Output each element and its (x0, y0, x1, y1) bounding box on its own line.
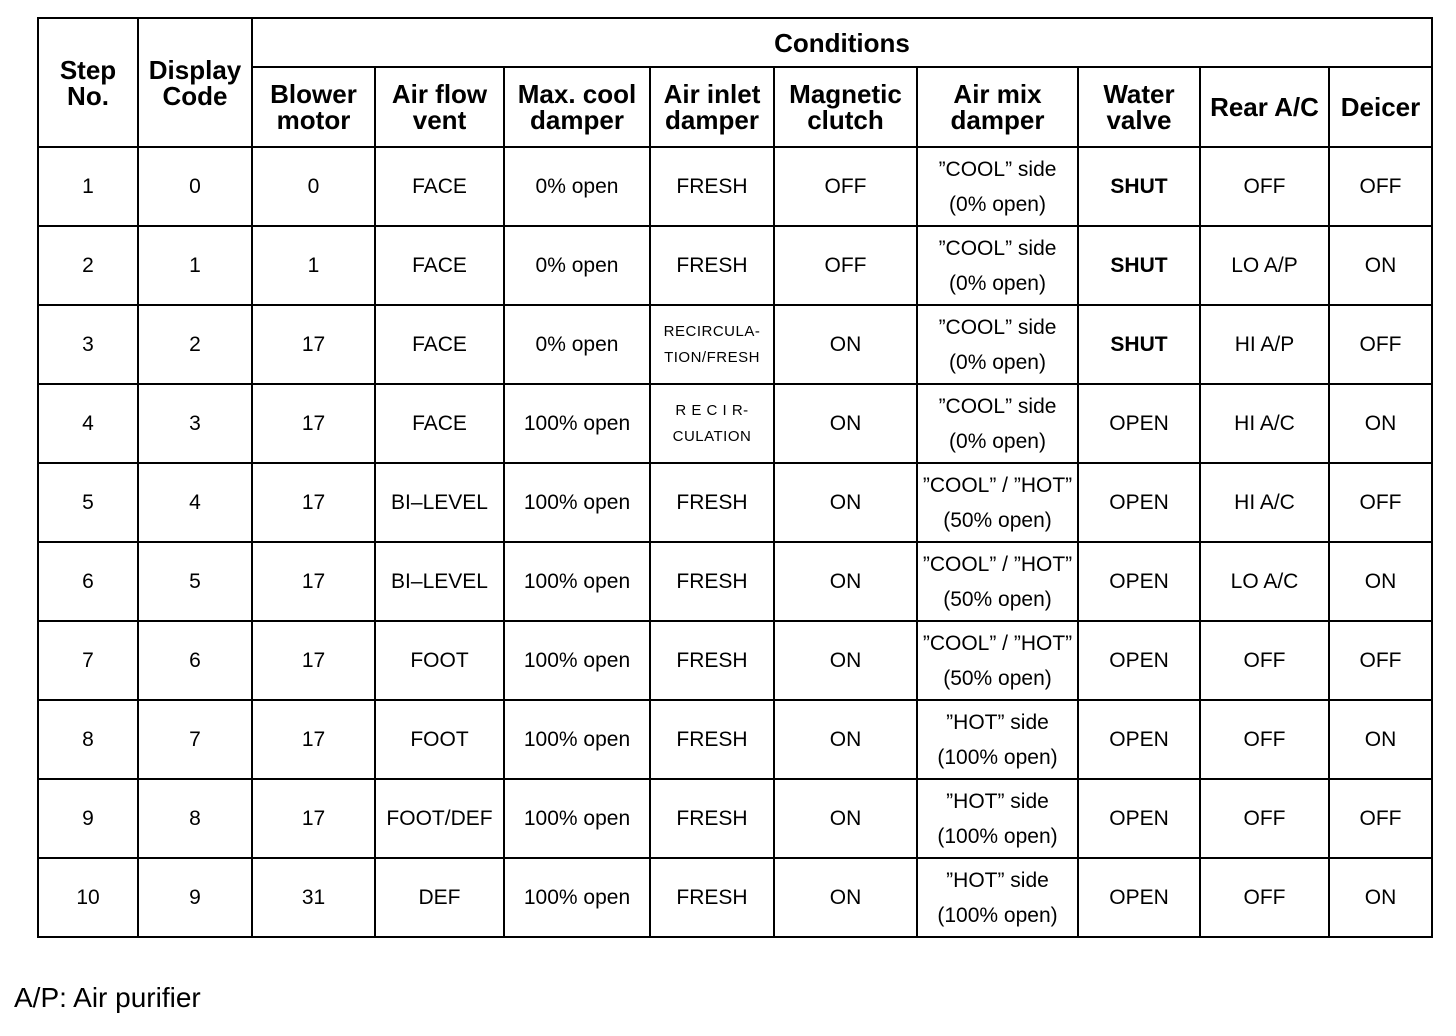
water-valve-cell: OPEN (1078, 858, 1200, 937)
deicer-cell: ON (1329, 542, 1432, 621)
conditions-header: Conditions (252, 18, 1432, 67)
max-cool-damper-cell: 100% open (504, 542, 650, 621)
air-flow-vent-cell: FACE (375, 226, 504, 305)
blower-motor-cell: 0 (252, 147, 375, 226)
step-cell: 4 (38, 384, 138, 463)
air-flow-vent-cell: FACE (375, 147, 504, 226)
table-row (38, 226, 1432, 305)
water-valve-cell: OPEN (1078, 700, 1200, 779)
rear-ac-cell: HI A/C (1200, 384, 1329, 463)
air-mix-opening: (50% open) (943, 508, 1052, 532)
step-cell: 7 (38, 621, 138, 700)
max-cool-damper-cell: 0% open (504, 147, 650, 226)
column-header: Water valve (1078, 67, 1200, 147)
air-mix-opening: (100% open) (937, 745, 1058, 769)
blower-motor-cell: 17 (252, 700, 375, 779)
air-flow-vent-cell: DEF (375, 858, 504, 937)
air-mix-damper-cell (917, 542, 1078, 621)
table-row (38, 305, 1432, 384)
air-mix-opening: (0% open) (949, 271, 1046, 295)
air-flow-vent-cell: FOOT (375, 621, 504, 700)
air-mix-position: ”COOL” / ”HOT” (922, 552, 1073, 576)
deicer-cell: OFF (1329, 305, 1432, 384)
table-row (38, 147, 1432, 226)
magnetic-clutch-cell: ON (774, 542, 917, 621)
air-mix-opening: (50% open) (943, 666, 1052, 690)
air-flow-vent-cell: BI–LEVEL (375, 542, 504, 621)
column-header: Air mix damper (917, 67, 1078, 147)
air-mix-damper-cell (917, 700, 1078, 779)
air-mix-damper-cell (917, 858, 1078, 937)
air-inlet-damper-cell: FRESH (650, 226, 774, 305)
magnetic-clutch-cell: ON (774, 858, 917, 937)
blower-motor-cell: 17 (252, 463, 375, 542)
step-cell: 2 (38, 226, 138, 305)
air-mix-opening: (100% open) (937, 824, 1058, 848)
air-inlet-damper-cell: FRESH (650, 147, 774, 226)
max-cool-damper-cell: 0% open (504, 305, 650, 384)
air-mix-damper-cell (917, 226, 1078, 305)
max-cool-damper-cell: 100% open (504, 700, 650, 779)
air-mix-position: ”HOT” side (946, 868, 1049, 892)
step-cell: 3 (38, 305, 138, 384)
air-inlet-damper-cell: RECIRCULA-TION/FRESH (650, 305, 774, 384)
display-code-cell: 1 (138, 226, 252, 305)
rear-ac-cell: OFF (1200, 621, 1329, 700)
deicer-cell: ON (1329, 700, 1432, 779)
air-mix-opening: (0% open) (949, 429, 1046, 453)
step-cell: 6 (38, 542, 138, 621)
water-valve-cell: OPEN (1078, 621, 1200, 700)
table-row (38, 384, 1432, 463)
air-mix-position: ”COOL” / ”HOT” (922, 631, 1073, 655)
air-flow-vent-cell: BI–LEVEL (375, 463, 504, 542)
air-mix-position: ”COOL” side (938, 394, 1057, 418)
max-cool-damper-cell: 100% open (504, 779, 650, 858)
magnetic-clutch-cell: OFF (774, 226, 917, 305)
rear-ac-cell: OFF (1200, 700, 1329, 779)
deicer-cell: OFF (1329, 621, 1432, 700)
table-row (38, 700, 1432, 779)
table-body (38, 147, 1432, 937)
blower-motor-cell: 31 (252, 858, 375, 937)
blower-motor-cell: 17 (252, 384, 375, 463)
display-code-cell: 4 (138, 463, 252, 542)
air-inlet-damper-cell: FRESH (650, 621, 774, 700)
water-valve-cell: SHUT (1078, 305, 1200, 384)
air-mix-damper-cell (917, 305, 1078, 384)
display-code-cell: 5 (138, 542, 252, 621)
water-valve-cell: SHUT (1078, 226, 1200, 305)
step-cell: 10 (38, 858, 138, 937)
display-code-cell: 2 (138, 305, 252, 384)
display-code-cell: 3 (138, 384, 252, 463)
max-cool-damper-cell: 100% open (504, 463, 650, 542)
water-valve-cell: OPEN (1078, 542, 1200, 621)
table-row (38, 858, 1432, 937)
display-code-header: Display Code (138, 18, 252, 147)
air-mix-damper-cell (917, 147, 1078, 226)
air-inlet-damper-cell: FRESH (650, 542, 774, 621)
rear-ac-cell: OFF (1200, 779, 1329, 858)
display-code-cell: 0 (138, 147, 252, 226)
column-header: Max. cool damper (504, 67, 650, 147)
display-code-cell: 9 (138, 858, 252, 937)
air-inlet-damper-cell: R E C I R-CULATION (650, 384, 774, 463)
air-mix-damper-cell (917, 779, 1078, 858)
max-cool-damper-cell: 100% open (504, 858, 650, 937)
column-header: Magnetic clutch (774, 67, 917, 147)
air-mix-position: ”COOL” side (938, 157, 1057, 181)
air-mix-position: ”COOL” side (938, 236, 1057, 260)
deicer-cell: OFF (1329, 147, 1432, 226)
blower-motor-cell: 17 (252, 621, 375, 700)
deicer-cell: OFF (1329, 779, 1432, 858)
air-mix-position: ”COOL” side (938, 315, 1057, 339)
air-mix-damper-cell (917, 463, 1078, 542)
air-mix-opening: (50% open) (943, 587, 1052, 611)
air-mix-damper-cell (917, 384, 1078, 463)
column-header: Air flow vent (375, 67, 504, 147)
air-mix-opening: (0% open) (949, 350, 1046, 374)
air-mix-position: ”HOT” side (946, 710, 1049, 734)
footnote: A/P: Air purifier (14, 982, 201, 1013)
table-row (38, 542, 1432, 621)
table-row (38, 779, 1432, 858)
column-header: Blower motor (252, 67, 375, 147)
column-header: Deicer (1329, 67, 1432, 147)
magnetic-clutch-cell: ON (774, 463, 917, 542)
water-valve-cell: OPEN (1078, 463, 1200, 542)
magnetic-clutch-cell: ON (774, 779, 917, 858)
rear-ac-cell: LO A/C (1200, 542, 1329, 621)
max-cool-damper-cell: 100% open (504, 384, 650, 463)
table-row (38, 621, 1432, 700)
deicer-cell: ON (1329, 384, 1432, 463)
max-cool-damper-cell: 100% open (504, 621, 650, 700)
rear-ac-cell: OFF (1200, 147, 1329, 226)
rear-ac-cell: HI A/C (1200, 463, 1329, 542)
air-flow-vent-cell: FACE (375, 384, 504, 463)
magnetic-clutch-cell: ON (774, 700, 917, 779)
water-valve-cell: SHUT (1078, 147, 1200, 226)
air-flow-vent-cell: FOOT/DEF (375, 779, 504, 858)
display-code-cell: 8 (138, 779, 252, 858)
air-mix-damper-cell (917, 621, 1078, 700)
table-row (38, 463, 1432, 542)
deicer-cell: ON (1329, 858, 1432, 937)
deicer-cell: ON (1329, 226, 1432, 305)
step-cell: 8 (38, 700, 138, 779)
column-header: Air inlet damper (650, 67, 774, 147)
magnetic-clutch-cell: ON (774, 621, 917, 700)
display-code-cell: 7 (138, 700, 252, 779)
rear-ac-cell: HI A/P (1200, 305, 1329, 384)
step-header: Step No. (38, 18, 138, 147)
rear-ac-cell: OFF (1200, 858, 1329, 937)
column-header: Rear A/C (1200, 67, 1329, 147)
conditions-table (37, 17, 1433, 938)
magnetic-clutch-cell: ON (774, 305, 917, 384)
max-cool-damper-cell: 0% open (504, 226, 650, 305)
deicer-cell: OFF (1329, 463, 1432, 542)
blower-motor-cell: 17 (252, 305, 375, 384)
magnetic-clutch-cell: OFF (774, 147, 917, 226)
water-valve-cell: OPEN (1078, 384, 1200, 463)
step-cell: 9 (38, 779, 138, 858)
step-cell: 1 (38, 147, 138, 226)
air-mix-opening: (100% open) (937, 903, 1058, 927)
air-mix-opening: (0% open) (949, 192, 1046, 216)
magnetic-clutch-cell: ON (774, 384, 917, 463)
header-row (38, 18, 1432, 67)
air-inlet-damper-cell: FRESH (650, 463, 774, 542)
air-mix-position: ”HOT” side (946, 789, 1049, 813)
rear-ac-cell: LO A/P (1200, 226, 1329, 305)
water-valve-cell: OPEN (1078, 779, 1200, 858)
air-inlet-damper-cell: FRESH (650, 700, 774, 779)
blower-motor-cell: 17 (252, 779, 375, 858)
air-mix-position: ”COOL” / ”HOT” (922, 473, 1073, 497)
air-flow-vent-cell: FOOT (375, 700, 504, 779)
air-inlet-damper-cell: FRESH (650, 779, 774, 858)
air-inlet-damper-cell: FRESH (650, 858, 774, 937)
blower-motor-cell: 1 (252, 226, 375, 305)
air-flow-vent-cell: FACE (375, 305, 504, 384)
step-cell: 5 (38, 463, 138, 542)
display-code-cell: 6 (138, 621, 252, 700)
blower-motor-cell: 17 (252, 542, 375, 621)
